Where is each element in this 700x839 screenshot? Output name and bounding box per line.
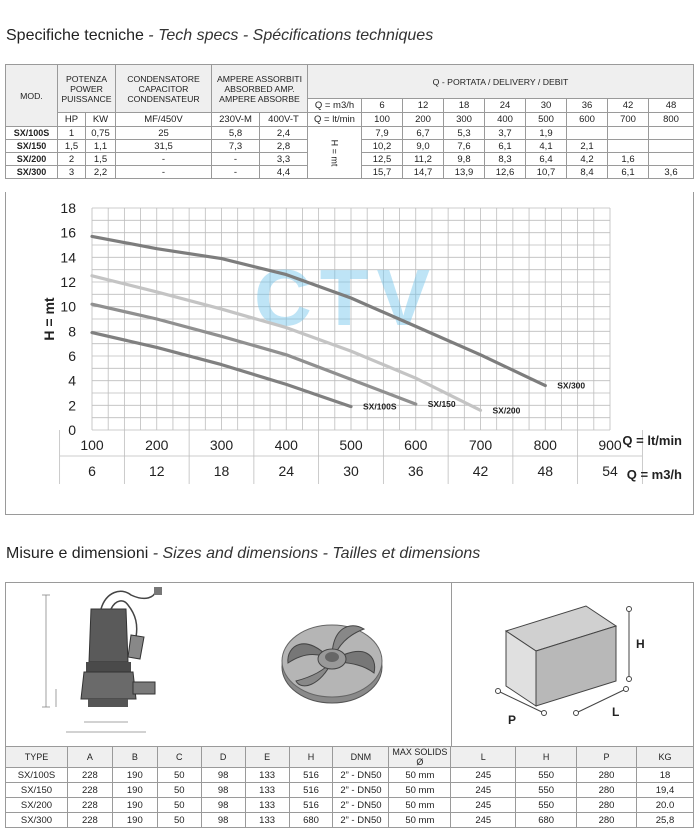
dims-header: L [451, 747, 516, 768]
dims-cell: 280 [577, 798, 637, 813]
section-title-specs-sub: - Tech specs - Spécifications techniques [143, 27, 434, 44]
dims-cell: SX/300 [6, 813, 68, 828]
head-value: 8,3 [485, 153, 526, 166]
amp-header [212, 65, 308, 113]
dims-cell: 190 [112, 798, 157, 813]
x-tick-m3h-label: 42 [472, 463, 489, 479]
h-unit-cell [308, 127, 362, 179]
x-tick-lt-label: 400 [274, 437, 298, 453]
dims-cell: 133 [245, 768, 289, 783]
dims-header: KG [636, 747, 693, 768]
y-tick-label: 12 [60, 274, 76, 290]
dims-header: A [67, 747, 112, 768]
q-header: Q - PORTATA / DELIVERY / DEBIT [308, 65, 694, 99]
dimensions-table [5, 746, 694, 828]
dims-cell: 550 [516, 768, 577, 783]
y-tick-label: 6 [68, 348, 76, 364]
dims-cell: 2” - DN50 [333, 813, 389, 828]
q-m3h-value: 48 [649, 99, 694, 113]
dims-cell: 280 [577, 813, 637, 828]
dims-cell: 550 [516, 798, 577, 813]
dims-header: H [516, 747, 577, 768]
y-tick-label: 10 [60, 298, 76, 315]
dims-cell: 245 [451, 768, 516, 783]
q-lt-value: 600 [567, 113, 608, 127]
dims-cell: 20.0 [636, 798, 693, 813]
dims-cell: 228 [67, 768, 112, 783]
dims-cell: 50 mm [389, 813, 451, 828]
y-tick-label: 4 [68, 372, 76, 389]
dims-cell: 98 [201, 783, 245, 798]
dims-cell: 133 [245, 783, 289, 798]
kw-cell: 2,2 [86, 166, 116, 179]
y-tick-label: 18 [60, 200, 76, 216]
head-value [649, 140, 694, 153]
q-lt-value: 300 [444, 113, 485, 127]
dims-cell: 2” - DN50 [333, 783, 389, 798]
dims-cell: 245 [451, 813, 516, 828]
dims-row [6, 798, 694, 813]
head-value: 3,6 [649, 166, 694, 179]
head-value: 9,8 [444, 153, 485, 166]
q-m3h-value: 12 [403, 99, 444, 113]
head-value: 5,3 [444, 127, 485, 140]
head-value [567, 127, 608, 140]
series-label: SX/300 [557, 380, 586, 391]
amp-header-en: ABSORBED AMP. [224, 83, 295, 94]
dims-cell: 50 [157, 783, 201, 798]
performance-chart [5, 192, 694, 515]
dims-cell: 18 [636, 768, 693, 783]
amp400-cell: 2,4 [260, 127, 308, 140]
head-value: 8,4 [567, 166, 608, 179]
x-tick-m3h-label: 36 [407, 463, 424, 479]
amp230-cell: - [212, 153, 260, 166]
dims-row [6, 783, 694, 798]
dims-cell: 190 [112, 783, 157, 798]
hp-cell: 1 [58, 127, 86, 140]
x-tick-lt-label: 700 [468, 437, 493, 453]
dims-cell: SX/100S [6, 768, 68, 783]
section-title-dims-main: Misure e dimensioni [6, 545, 149, 562]
capacitor-header [116, 65, 212, 113]
dims-cell: 50 [157, 813, 201, 828]
q-lt-value: 200 [403, 113, 444, 127]
dims-cell: 228 [67, 783, 112, 798]
x-tick-m3h-label: 6 [88, 463, 96, 479]
q-lt-label: Q = lt/min [308, 113, 362, 127]
mf-subheader: MF/450V [116, 113, 212, 127]
specs-row [6, 127, 694, 140]
y-tick-label: 0 [68, 422, 76, 438]
box-label-h: H [636, 637, 645, 651]
power-header-it: POTENZA [65, 73, 108, 84]
dims-cell: SX/150 [6, 783, 68, 798]
drawing-divider [451, 583, 452, 746]
dims-cell: 2” - DN50 [333, 798, 389, 813]
model-cell: SX/100S [6, 127, 58, 140]
y-tick-label: 16 [60, 224, 76, 241]
box-drawing [476, 601, 676, 731]
q-m3h-value: 6 [362, 99, 403, 113]
section-title-dims [6, 545, 480, 563]
dims-header: B [112, 747, 157, 768]
head-value: 1,9 [526, 127, 567, 140]
dims-cell: 50 mm [389, 798, 451, 813]
q-lt-value: 500 [526, 113, 567, 127]
section-title-specs [6, 27, 433, 45]
x-tick-m3h-label: 48 [537, 463, 554, 479]
q-lt-value: 800 [649, 113, 694, 127]
dims-cell: 680 [516, 813, 577, 828]
x-tick-lt-label: 500 [339, 437, 363, 453]
x-axis-label-m3h: Q = m3/h [626, 467, 682, 482]
dims-cell: 516 [289, 783, 333, 798]
power-header-fr: PUISSANCE [61, 93, 112, 104]
model-cell: SX/300 [6, 166, 58, 179]
dims-header: D [201, 747, 245, 768]
dims-cell: 133 [245, 813, 289, 828]
head-value [608, 140, 649, 153]
dims-cell: 245 [451, 783, 516, 798]
head-value: 13,9 [444, 166, 485, 179]
head-value: 6,7 [403, 127, 444, 140]
v230-subheader: 230V-M [212, 113, 260, 127]
performance-chart-svg [6, 192, 693, 515]
dims-header: TYPE [6, 747, 68, 768]
dims-cell: 2” - DN50 [333, 768, 389, 783]
dims-cell: 19,4 [636, 783, 693, 798]
q-m3h-value: 24 [485, 99, 526, 113]
capacitor-cell: - [116, 166, 212, 179]
x-tick-m3h-label: 24 [278, 463, 295, 479]
head-value: 11,2 [403, 153, 444, 166]
dims-cell: SX/200 [6, 798, 68, 813]
q-m3h-value: 30 [526, 99, 567, 113]
kw-cell: 0,75 [86, 127, 116, 140]
dims-cell: 50 mm [389, 768, 451, 783]
dims-header: C [157, 747, 201, 768]
dims-cell: 50 [157, 798, 201, 813]
x-tick-m3h-label: 54 [602, 463, 618, 479]
dims-cell: 280 [577, 783, 637, 798]
x-tick-m3h-label: 18 [213, 463, 230, 479]
dims-header: DNM [333, 747, 389, 768]
power-header-en: POWER [70, 83, 103, 94]
q-m3h-value: 36 [567, 99, 608, 113]
dims-cell: 190 [112, 813, 157, 828]
dims-row [6, 768, 694, 783]
x-tick-m3h-label: 30 [343, 463, 359, 479]
box-label-l: L [612, 705, 620, 719]
mod-header: MOD. [6, 65, 58, 127]
amp-header-fr: AMPERE ABSORBE [219, 93, 300, 104]
amp400-cell: 3,3 [260, 153, 308, 166]
hp-subheader: HP [58, 113, 86, 127]
amp400-cell: 2,8 [260, 140, 308, 153]
watermark-logo: CTV [254, 253, 438, 343]
series-label: SX/200 [492, 405, 521, 416]
dims-cell: 516 [289, 768, 333, 783]
hp-cell: 2 [58, 153, 86, 166]
dims-cell: 98 [201, 768, 245, 783]
head-value [649, 127, 694, 140]
hp-cell: 1,5 [58, 140, 86, 153]
dims-cell: 50 [157, 768, 201, 783]
capacitor-header-it: CONDENSATORE [127, 73, 200, 84]
series-label: SX/150 [427, 399, 456, 410]
section-title-dims-sub: - Sizes and dimensions - Tailles et dimensions [148, 545, 481, 562]
amp230-cell: 5,8 [212, 127, 260, 140]
dims-cell: 280 [577, 768, 637, 783]
capacitor-header-en: CAPACITOR [138, 83, 189, 94]
head-value: 12,6 [485, 166, 526, 179]
head-value: 4,1 [526, 140, 567, 153]
x-tick-lt-label: 900 [598, 437, 622, 453]
dims-cell: 50 mm [389, 783, 451, 798]
dimensions-drawings [5, 582, 694, 747]
x-tick-lt-label: 300 [209, 437, 234, 453]
head-value: 10,2 [362, 140, 403, 153]
dims-cell: 98 [201, 798, 245, 813]
dims-header: P [577, 747, 637, 768]
kw-cell: 1,5 [86, 153, 116, 166]
head-value [608, 127, 649, 140]
dims-cell: 228 [67, 813, 112, 828]
head-value: 7,6 [444, 140, 485, 153]
head-value: 12,5 [362, 153, 403, 166]
dims-header: E [245, 747, 289, 768]
x-tick-lt-label: 200 [145, 437, 169, 453]
dims-row [6, 813, 694, 828]
amp-header-it: AMPERE ASSORBITI [217, 73, 302, 84]
capacitor-cell: 31,5 [116, 140, 212, 153]
y-tick-label: 8 [68, 323, 76, 340]
dims-cell: 190 [112, 768, 157, 783]
kw-cell: 1,1 [86, 140, 116, 153]
dims-cell: 133 [245, 798, 289, 813]
pump-drawing [36, 587, 176, 742]
q-m3h-label: Q = m3/h [308, 99, 362, 113]
amp230-cell: 7,3 [212, 140, 260, 153]
head-value: 3,7 [485, 127, 526, 140]
q-lt-value: 100 [362, 113, 403, 127]
head-value: 2,1 [567, 140, 608, 153]
specs-table [5, 64, 694, 179]
kw-subheader: KW [86, 113, 116, 127]
h-unit-label: H = mt [329, 139, 340, 166]
y-tick-label: 2 [68, 397, 76, 414]
hp-cell: 3 [58, 166, 86, 179]
v400-subheader: 400V-T [260, 113, 308, 127]
dims-cell: 680 [289, 813, 333, 828]
dims-cell: 98 [201, 813, 245, 828]
head-value: 9,0 [403, 140, 444, 153]
dims-cell: 550 [516, 783, 577, 798]
q-m3h-value: 18 [444, 99, 485, 113]
head-value: 10,7 [526, 166, 567, 179]
x-tick-lt-label: 100 [80, 437, 104, 453]
dims-header: MAX SOLIDS Ø [389, 747, 451, 768]
capacitor-cell: - [116, 153, 212, 166]
model-cell: SX/200 [6, 153, 58, 166]
x-tick-lt-label: 800 [533, 437, 557, 453]
capacitor-cell: 25 [116, 127, 212, 140]
impeller-drawing [276, 611, 391, 711]
head-value: 7,9 [362, 127, 403, 140]
head-value: 4,2 [567, 153, 608, 166]
head-value: 14,7 [403, 166, 444, 179]
y-tick-label: 14 [60, 249, 76, 266]
box-label-p: P [508, 713, 517, 727]
head-value: 6,1 [608, 166, 649, 179]
dims-header: H [289, 747, 333, 768]
head-value [649, 153, 694, 166]
x-tick-lt-label: 600 [404, 437, 428, 453]
power-header [58, 65, 116, 113]
section-title-specs-main: Specifiche tecniche [6, 27, 144, 44]
dims-cell: 25,8 [636, 813, 693, 828]
y-axis-label: H = mt [41, 297, 57, 341]
dims-cell: 245 [451, 798, 516, 813]
q-lt-value: 400 [485, 113, 526, 127]
dims-cell: 516 [289, 798, 333, 813]
dims-cell: 228 [67, 798, 112, 813]
amp400-cell: 4,4 [260, 166, 308, 179]
head-value: 1,6 [608, 153, 649, 166]
x-axis-label-lt: Q = lt/min [622, 433, 682, 448]
capacitor-header-fr: CONDENSATEUR [127, 93, 200, 104]
amp230-cell: - [212, 166, 260, 179]
q-m3h-value: 42 [608, 99, 649, 113]
series-label: SX/100S [363, 401, 397, 412]
q-lt-value: 700 [608, 113, 649, 127]
head-value: 15,7 [362, 166, 403, 179]
head-value: 6,4 [526, 153, 567, 166]
x-tick-m3h-label: 12 [148, 463, 165, 479]
head-value: 6,1 [485, 140, 526, 153]
model-cell: SX/150 [6, 140, 58, 153]
